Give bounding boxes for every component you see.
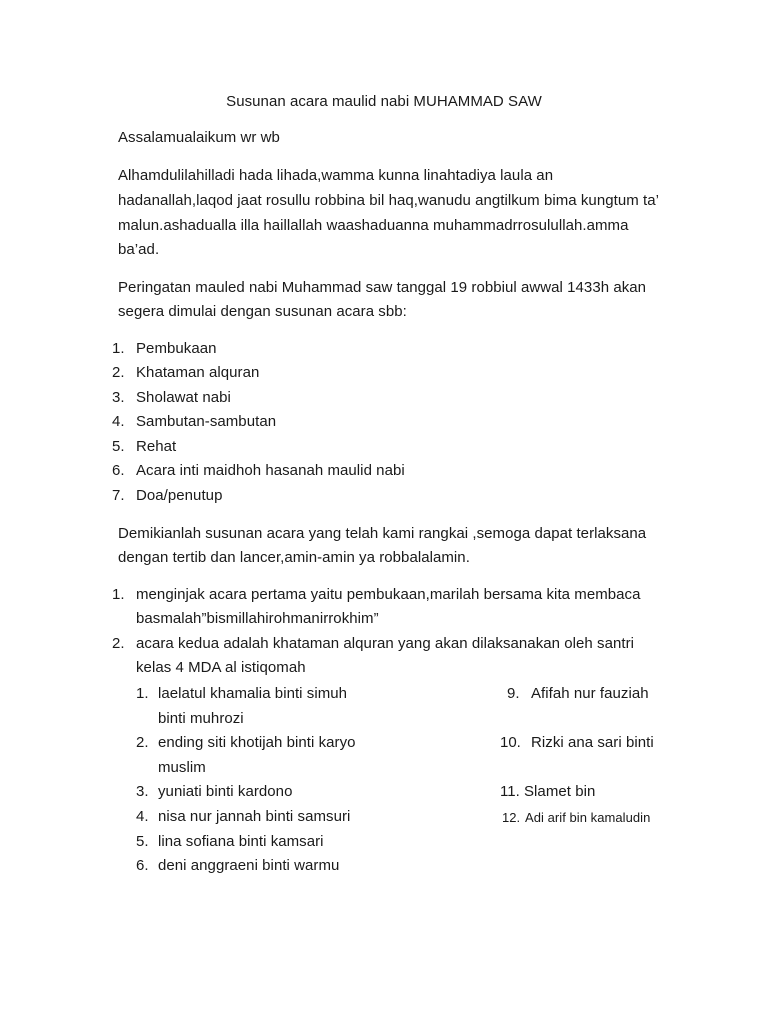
list-number: 5. [112, 438, 125, 455]
list-text: Sholawat nabi [136, 389, 231, 406]
list-number: 12. [502, 810, 521, 825]
list-text: laelatul khamalia binti simuh [158, 685, 348, 702]
list-number: 3. [112, 389, 125, 406]
list-number: 5. [136, 833, 149, 850]
list-text: Sambutan-sambutan [136, 413, 277, 430]
list-number: 11. [500, 783, 520, 800]
list-text: Rizki ana sari binti [531, 734, 654, 751]
list-text: Khataman alquran [136, 364, 260, 381]
list-text: Slamet bin [524, 783, 596, 800]
list-text: Afifah nur fauziah [531, 685, 649, 702]
list-text: Rehat [136, 438, 177, 455]
paragraph-line: ba’ad. [118, 241, 160, 258]
paragraph-line: Demikianlah susunan acara yang telah kami rangkai ,semoga dapat terlaksana [118, 525, 647, 542]
list-text: nisa nur jannah binti samsuri [158, 808, 351, 825]
list-number: 3. [136, 783, 149, 800]
greeting: Assalamualaikum wr wb [118, 129, 280, 146]
list-number: 4. [136, 808, 149, 825]
list-number: 1. [112, 340, 125, 357]
list-text: kelas 4 MDA al istiqomah [136, 659, 306, 676]
list-number: 2. [112, 364, 125, 381]
list-number: 9. [507, 685, 520, 702]
list-number: 7. [112, 487, 125, 504]
list-number: 6. [112, 462, 125, 479]
list-text: basmalah”bismillahirohmanirrokhim” [136, 610, 379, 627]
paragraph-line: malun.ashadualla illa haillallah waashaduanna muhammadrrosulullah.amma [118, 217, 629, 234]
list-number: 4. [112, 413, 125, 430]
list-number: 2. [112, 635, 125, 652]
list-text: binti muhrozi [158, 710, 244, 727]
list-text: menginjak acara pertama yaitu pembukaan,marilah bersama kita membaca [136, 586, 641, 603]
list-text: Pembukaan [136, 340, 217, 357]
paragraph-line: hadanallah,laqod jaat rosullu robbina bil haq,wanudu angtilkum bima kungtum ta’ [118, 192, 659, 209]
list-text: Adi arif bin kamaludin [525, 810, 651, 825]
paragraph-line: dengan tertib dan lancer,amin-amin ya robbalalamin. [118, 549, 470, 566]
list-text: lina sofiana binti kamsari [158, 833, 324, 850]
paragraph-line: Alhamdulilahilladi hada lihada,wamma kunna linahtadiya laula an [118, 167, 554, 184]
list-text: deni anggraeni binti warmu [158, 857, 340, 874]
paragraph-line: segera dimulai dengan susunan acara sbb: [118, 303, 407, 320]
list-text: ending siti khotijah binti karyo [158, 734, 356, 751]
list-text: acara kedua adalah khataman alquran yang akan dilaksanakan oleh santri [136, 635, 635, 652]
list-text: yuniati binti kardono [158, 783, 293, 800]
document-title: Susunan acara maulid nabi MUHAMMAD SAW [226, 93, 542, 110]
paragraph-line: Peringatan mauled nabi Muhammad saw tanggal 19 robbiul awwal 1433h akan [118, 279, 647, 296]
list-text: Doa/penutup [136, 487, 223, 504]
list-number: 1. [112, 586, 125, 603]
list-number: 10. [500, 734, 521, 751]
list-text: muslim [158, 759, 206, 776]
list-text: Acara inti maidhoh hasanah maulid nabi [136, 462, 405, 479]
list-number: 2. [136, 734, 149, 751]
list-number: 1. [136, 685, 149, 702]
list-number: 6. [136, 857, 149, 874]
